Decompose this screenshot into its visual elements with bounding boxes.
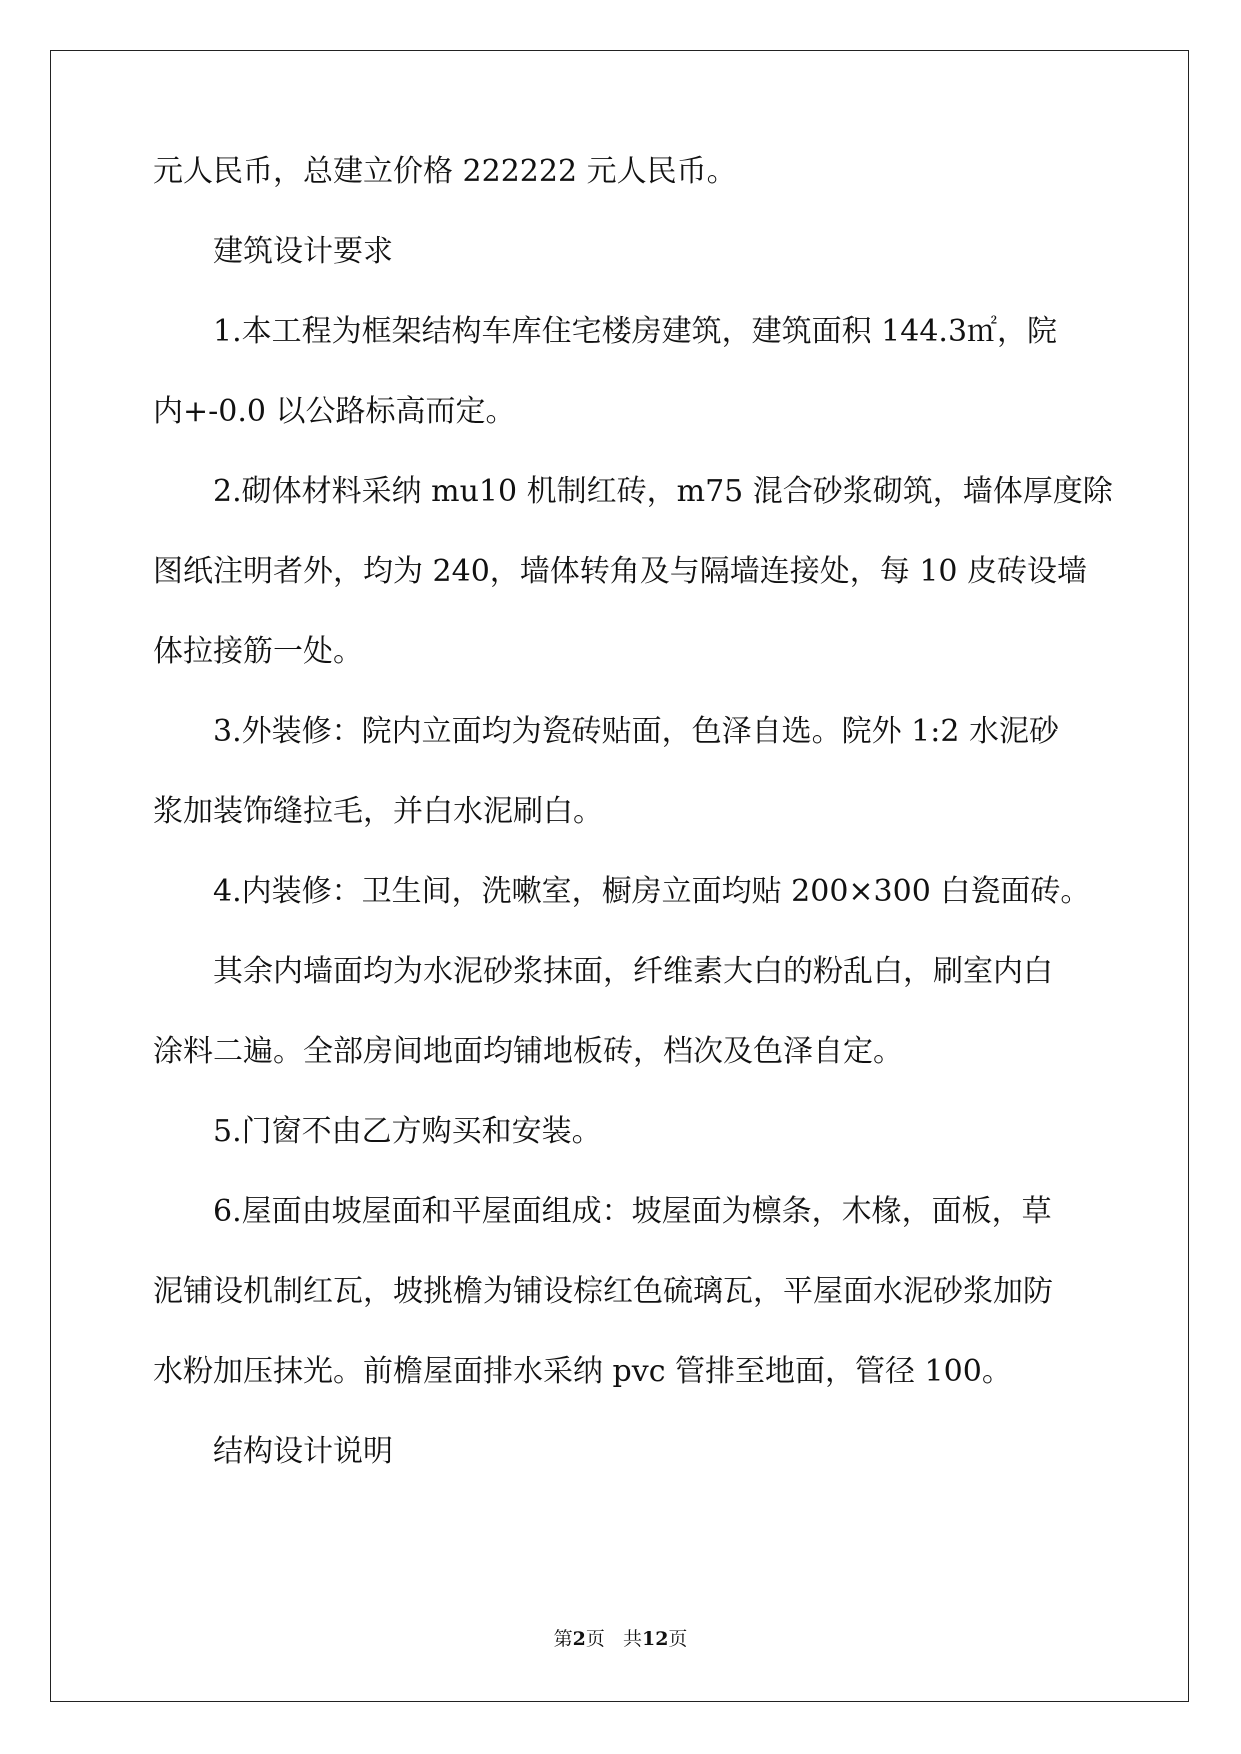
body-line: 浆加装饰缝拉毛，并白水泥刷白。 — [153, 794, 603, 829]
total-pages: 12 — [641, 1628, 669, 1650]
body-line: 其余内墙面均为水泥砂浆抹面，纤维素大白的粉乱白，刷室内白 — [213, 954, 1053, 989]
body-line: 1.本工程为框架结构车库住宅楼房建筑，建筑面积 144.3㎡，院 — [213, 314, 1058, 349]
page-prefix: 第 — [553, 1628, 573, 1650]
body-line: 2.砌体材料采纳 mu10 机制红砖，m75 混合砂浆砌筑，墙体厚度除 — [213, 474, 1113, 509]
section-heading: 结构设计说明 — [213, 1434, 393, 1469]
body-line: 水粉加压抹光。前檐屋面排水采纳 pvc 管排至地面，管径 100。 — [153, 1354, 1012, 1389]
page-number: 2 — [572, 1628, 586, 1650]
total-prefix: 共 — [622, 1628, 642, 1650]
body-line: 3.外装修：院内立面均为瓷砖贴面，色泽自选。院外 1:2 水泥砂 — [213, 714, 1059, 749]
total-suffix: 页 — [668, 1628, 688, 1650]
body-line: 体拉接筋一处。 — [153, 634, 363, 669]
page-footer — [0, 1627, 1241, 1651]
body-line: 5.门窗不由乙方购买和安装。 — [213, 1114, 602, 1149]
body-line: 涂料二遍。全部房间地面均铺地板砖，档次及色泽自定。 — [153, 1034, 903, 1069]
body-line: 图纸注明者外，均为 240，墙体转角及与隔墙连接处，每 10 皮砖设墙 — [153, 554, 1088, 589]
page-suffix: 页 — [585, 1628, 605, 1650]
body-line: 元人民币，总建立价格 222222 元人民币。 — [153, 154, 737, 189]
body-line: 内+-0.0 以公路标高而定。 — [153, 394, 516, 429]
body-line: 4.内装修：卫生间，洗嗽室，橱房立面均贴 200×300 白瓷面砖。 — [213, 874, 1091, 909]
body-line: 6.屋面由坡屋面和平屋面组成：坡屋面为檩条，木椽，面板，草 — [213, 1194, 1052, 1229]
section-heading: 建筑设计要求 — [213, 234, 393, 269]
body-line: 泥铺设机制红瓦，坡挑檐为铺设棕红色硫璃瓦，平屋面水泥砂浆加防 — [153, 1274, 1053, 1309]
